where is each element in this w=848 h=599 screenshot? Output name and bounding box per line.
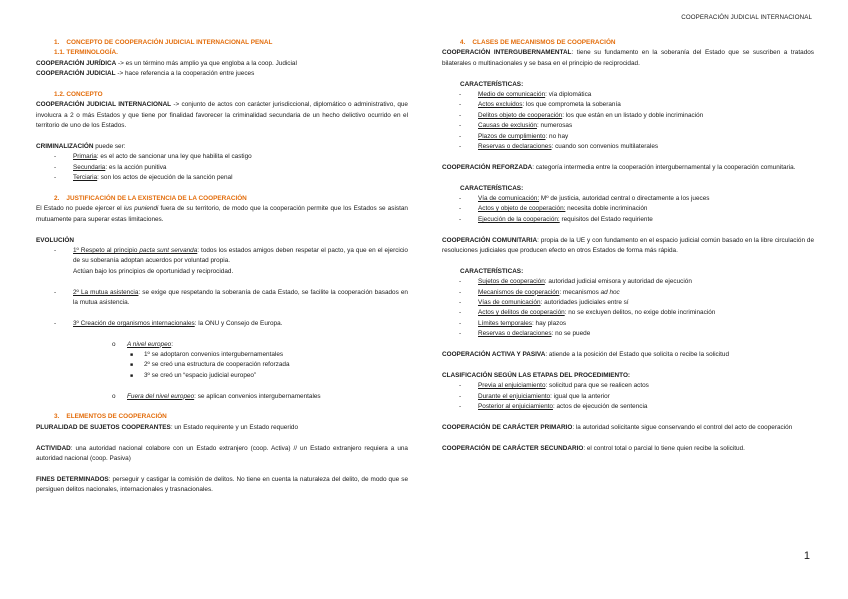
list-key: Fuera del nivel europeo — [127, 392, 195, 400]
text: fuera de su territorio, de modo que la cooperación permite que los Estados se asistan mutuamente para superar estas limitaciones. — [36, 205, 408, 223]
list-key: Actos excluidos — [478, 101, 523, 109]
list-key: Ejecución de la cooperación: — [478, 215, 560, 223]
term-criminalizacion: CRIMINALIZACIÓN — [36, 143, 94, 151]
list-text: : se aplican convenios intergubernamentales — [194, 392, 321, 400]
list-item: o A nivel europeo: — [112, 340, 173, 348]
text-comunitaria: : propia de la UE y con fundamento en el espacio judicial común basado en la libre circulación de resoluciones judiciales que producen efecto en otros Estados de forma más rápida. — [442, 236, 814, 255]
text-concepto: -> conjunto de actos con carácter jurisdiccional, diplomático o administrativo, que involucra a 2 o más Estados y que tiene por finalidad favorecer la criminalidad secundaria de un hecho delictivo ocurrido en el territorio de uno de los Estados. — [36, 101, 408, 130]
list-text: : — [171, 340, 173, 348]
list-key: Delitos objeto de cooperación — [478, 111, 563, 119]
section-4-title: 4. CLASES DE MECANISMOS DE COOPERACIÓN — [460, 39, 616, 46]
list-item: - Mecanismos de cooperación: mecanismos ad hoc — [459, 288, 620, 296]
list-key: A nivel europeo — [127, 340, 172, 348]
list-item: - Plazos de cumplimiento: no hay — [459, 132, 569, 140]
subsection-concepto: 1.2. CONCEPTO — [54, 91, 103, 99]
list-item: - Previa al enjuiciamiento: solicitud para que se realicen actos — [459, 382, 649, 390]
list-key: Reservas o declaraciones — [478, 330, 552, 338]
list-text: : no se puede — [551, 330, 591, 338]
list-text: : es la acción punitiva — [105, 163, 167, 171]
list-text: : vía diplomática — [545, 91, 592, 99]
paragraph-justificacion — [36, 204, 408, 225]
list-item: - 2º La mutua asistencia: se exige que respetando la soberanía de cada Estado, se facilite la cooperación basados en la mutua asistencia. — [54, 288, 408, 307]
list-text: : son los actos de ejecución de la sanción penal — [97, 174, 233, 182]
term-secundario: COOPERACIÓN DE CARÁCTER SECUNDARIO — [442, 444, 584, 452]
running-header: COOPERACIÓN JUDICIAL INTERNACIONAL — [681, 14, 812, 21]
list-key: Reservas o declaraciones — [478, 143, 552, 151]
term-primario: COOPERACIÓN DE CARÁCTER PRIMARIO — [442, 423, 573, 431]
term-concepto: COOPERACIÓN JUDICIAL INTERNACIONAL — [36, 101, 172, 109]
list-key: Previa al enjuiciamiento — [478, 382, 546, 390]
list-text: : actos de ejecución de sentencia — [552, 403, 648, 411]
list-text: : se exige que respetando la soberanía de cada Estado, se facilite la cooperación basados en la mutua asistencia. — [73, 288, 408, 307]
term-coop-juridica: COOPERACIÓN JURÍDICA — [36, 59, 117, 67]
paragraph-coop-juridica — [36, 59, 408, 69]
list-key: Sujetos de cooperación — [478, 278, 545, 286]
list-text: 3º se creó un “espacio judicial europeo” — [144, 371, 257, 379]
list-key-italic: pacta sunt servanda — [139, 247, 198, 255]
paragraph-comunitaria — [442, 236, 814, 257]
left-column — [36, 38, 408, 496]
list-item: o Fuera del nivel europeo: se aplican convenios intergubernamentales — [112, 392, 321, 400]
list-text: : mecanismos — [559, 288, 601, 296]
list-key: Actos y objeto de cooperación: — [478, 205, 566, 213]
text-secundario: : el control total o parcial lo tiene quien recibe la solicitud. — [583, 444, 745, 452]
paragraph-reforzada — [442, 163, 814, 173]
evolucion-heading: EVOLUCIÓN — [36, 236, 74, 244]
text-criminalizacion: puede ser: — [93, 143, 126, 151]
list-item-continuation: Actúan bajo los principios de oportunidad y reciprocidad. — [73, 267, 234, 275]
list-key: 2º La mutua asistencia — [73, 288, 139, 296]
list-text: : la ONU y Consejo de Europa. — [194, 319, 283, 327]
section-1-title: 1. CONCEPTO DE COOPERACIÓN JUDICIAL INTERNACIONAL PENAL — [54, 39, 273, 46]
caracteristicas-heading: CARACTERÍSTICAS: — [460, 184, 524, 192]
paragraph-coop-judicial — [36, 69, 408, 79]
text-actividad: : una autoridad nacional colabore con un Estado extranjero (coop. Activa) // un Estado extranjero requiera a una autoridad nacional (coop. Pasiva) — [36, 444, 408, 463]
text-coop-judicial: -> hace referencia a la cooperación entre jueces — [115, 70, 255, 78]
list-item: - Reservas o declaraciones: cuando son convenios multilaterales — [459, 143, 659, 151]
list-text: : cuando son convenios multilaterales — [551, 143, 659, 151]
list-item: ■ 1º se adoptaron convenios intergubernamentales — [130, 351, 284, 359]
section-3-title: 3. ELEMENTOS DE COOPERACIÓN — [54, 413, 167, 421]
list-text: : solicitud para que se realicen actos — [545, 382, 649, 390]
list-item: - Vías de comunicación: autoridades judiciales entre sí — [459, 299, 629, 307]
list-text-italic: ad hoc — [600, 288, 620, 296]
list-item: - Reservas o declaraciones: no se puede — [459, 330, 591, 338]
list-key: Vía de comunicación: — [478, 195, 540, 203]
caracteristicas-heading: CARACTERÍSTICAS: — [460, 80, 524, 88]
list-item: - Ejecución de la cooperación: requisitos del Estado requiriente — [459, 215, 653, 223]
list-text: : no hay — [545, 132, 569, 140]
list-item: ■ 2º se creó una estructura de cooperación reforzada — [130, 361, 290, 369]
list-item: - Primaria: es el acto de sancionar una ley que habilita el castigo — [54, 153, 252, 161]
list-key: Plazos de cumplimiento — [478, 132, 546, 140]
text-primario: : la autoridad solicitante sigue conservando el control del acto de cooperación — [572, 423, 793, 431]
list-text: : hay plazos — [532, 319, 567, 327]
list-key: Secundaria — [73, 163, 106, 171]
paragraph-actividad — [36, 444, 408, 465]
page-number: 1 — [803, 550, 810, 562]
list-text: necesita doble incriminación — [565, 205, 648, 213]
paragraph-activa-pasiva — [442, 350, 814, 360]
text-coop-juridica: -> es un término más amplio ya que engloba a la coop. Judicial — [116, 59, 297, 67]
list-key: Límites temporales — [478, 319, 532, 327]
list-item: - Posterior al enjuiciamiento: actos de ejecución de sentencia — [459, 403, 648, 411]
list-item: - Actos excluidos: los que comprometa la soberanía — [459, 101, 621, 109]
list-item: - Actos y objeto de cooperación: necesita doble incriminación — [459, 205, 648, 213]
list-text: : es el acto de sancionar una ley que habilita el castigo — [96, 153, 252, 161]
right-column — [442, 38, 814, 454]
text-italic: ius puniendi — [123, 205, 159, 213]
list-key: Posterior al enjuiciamiento — [478, 403, 553, 411]
list-text: : numerosas — [536, 122, 573, 130]
list-item: - 1º Respeto al principio pacta sunt servanda: todos los estados amigos deben respetar el pacto, ya que en el ejercicio de su soberanía adoptan acuerdos por voluntad propia. — [54, 247, 408, 265]
list-text: : los que están en un listado y doble incriminación — [562, 111, 704, 119]
list-item: - Límites temporales: hay plazos — [459, 319, 567, 327]
list-item: ■ 3º se creó un “espacio judicial europeo” — [130, 371, 257, 379]
list-item: - Vía de comunicación: Mº de justicia, autoridad central o directamente a los jueces — [459, 195, 710, 203]
list-item: - Terciaria: son los actos de ejecución de la sanción penal — [54, 174, 233, 182]
list-item: - Secundaria: es la acción punitiva — [54, 163, 167, 171]
list-key: Terciaria — [73, 174, 98, 182]
list-text: Mº de justicia, autoridad central o directamente a los jueces — [539, 195, 710, 203]
term-coop-judicial: COOPERACIÓN JUDICIAL — [36, 70, 116, 78]
list-text: 2º se creó una estructura de cooperación reforzada — [144, 361, 290, 369]
list-item: - Delitos objeto de cooperación: los que están en un listado y doble incriminación — [459, 111, 704, 119]
term-activa-pasiva: COOPERACIÓN ACTIVA Y PASIVA — [442, 351, 546, 359]
list-text: requisitos del Estado requiriente — [559, 215, 653, 223]
subsection-terminologia: 1.1. TERMINOLOGÍA. — [54, 49, 118, 57]
list-item: - Actos y delitos de cooperación: no se excluyen delitos, no exige doble incriminación — [459, 309, 716, 317]
paragraph-primario — [442, 423, 814, 433]
text-reforzada: : categoría intermedia entre la cooperación intergubernamental y la cooperación comunitaria. — [532, 163, 796, 171]
term-pluralidad: PLURALIDAD DE SUJETOS COOPERANTES — [36, 423, 171, 431]
section-2-title: 2. JUSTIFICACIÓN DE LA EXISTENCIA DE LA COOPERACIÓN — [54, 195, 247, 203]
paragraph-pluralidad — [36, 423, 408, 433]
list-text: : no se excluyen delitos, no exige doble incriminación — [564, 309, 716, 317]
criminalizacion-heading — [36, 142, 408, 152]
list-text: : los que comprometa la soberanía — [522, 101, 621, 109]
term-fines: FINES DETERMINADOS — [36, 475, 109, 483]
text-fines: : perseguir y castigar la comisión de delitos. No tiene en cuenta la naturaleza del delito, de modo que se persiguen delitos nacionales, internacionales y trasnacionales. — [36, 475, 408, 494]
list-item: - Medio de comunicación: vía diplomática — [459, 91, 592, 99]
list-key: Mecanismos de cooperación — [478, 288, 560, 296]
text: El Estado no puede ejercer el — [36, 205, 124, 213]
term-comunitaria: COOPERACIÓN COMUNITARIA — [442, 236, 538, 244]
list-item: - Sujetos de cooperación: autoridad judicial emisora y autoridad de ejecución — [459, 278, 692, 286]
list-key: Actos y delitos de cooperación — [478, 309, 565, 317]
term-intergubernamental: COOPERACIÓN INTERGUBERNAMENTAL — [442, 49, 572, 57]
list-text: : todos los estados amigos deben respetar el pacto, ya que en el ejercicio de su soberanía adoptan acuerdos por voluntad propia. — [73, 247, 408, 265]
list-key: Durante el enjuiciamiento — [478, 392, 551, 400]
list-key: 1º Respeto al principio — [73, 247, 140, 255]
text-pluralidad: : un Estado requirente y un Estado requerido — [170, 423, 298, 431]
list-item: - Causas de exclusión: numerosas — [459, 122, 573, 130]
list-key: Causas de exclusión — [478, 122, 537, 130]
list-item: - 3º Creación de organismos internacionales: la ONU y Consejo de Europa. — [54, 319, 283, 327]
list-key: 3º Creación de organismos internacionales — [73, 319, 195, 327]
term-actividad: ACTIVIDAD — [36, 444, 71, 452]
list-key: Vías de comunicación — [478, 299, 541, 307]
list-text: : igual que la anterior — [550, 392, 610, 400]
paragraph-secundario — [442, 444, 814, 454]
term-reforzada: COOPERACIÓN REFORZADA — [442, 163, 533, 171]
list-text: : autoridades judiciales entre sí — [540, 299, 629, 307]
text-activa-pasiva: : atiende a la posición del Estado que solicita o recibe la solicitud — [545, 351, 729, 359]
clasificacion-heading: CLASIFICACIÓN SEGÚN LAS ETAPAS DEL PROCEDIMIENTO: — [442, 371, 631, 379]
caracteristicas-heading: CARACTERÍSTICAS: — [460, 267, 524, 275]
paragraph-fines — [36, 475, 408, 496]
list-key: Medio de comunicación — [478, 91, 546, 99]
list-item: - Durante el enjuiciamiento: igual que la anterior — [459, 392, 610, 400]
list-text: : autoridad judicial emisora y autoridad de ejecución — [544, 278, 692, 286]
list-text: 1º se adoptaron convenios intergubernamentales — [144, 351, 284, 359]
paragraph-intergubernamental — [442, 48, 814, 69]
paragraph-concepto — [36, 100, 408, 131]
text-intergubernamental: : tiene su fundamento en la soberanía del Estado que se suscriben a tratados bilaterales o multinacionales y se basa en el principio de reciprocidad. — [442, 49, 814, 67]
list-key: Primaria — [73, 153, 97, 161]
